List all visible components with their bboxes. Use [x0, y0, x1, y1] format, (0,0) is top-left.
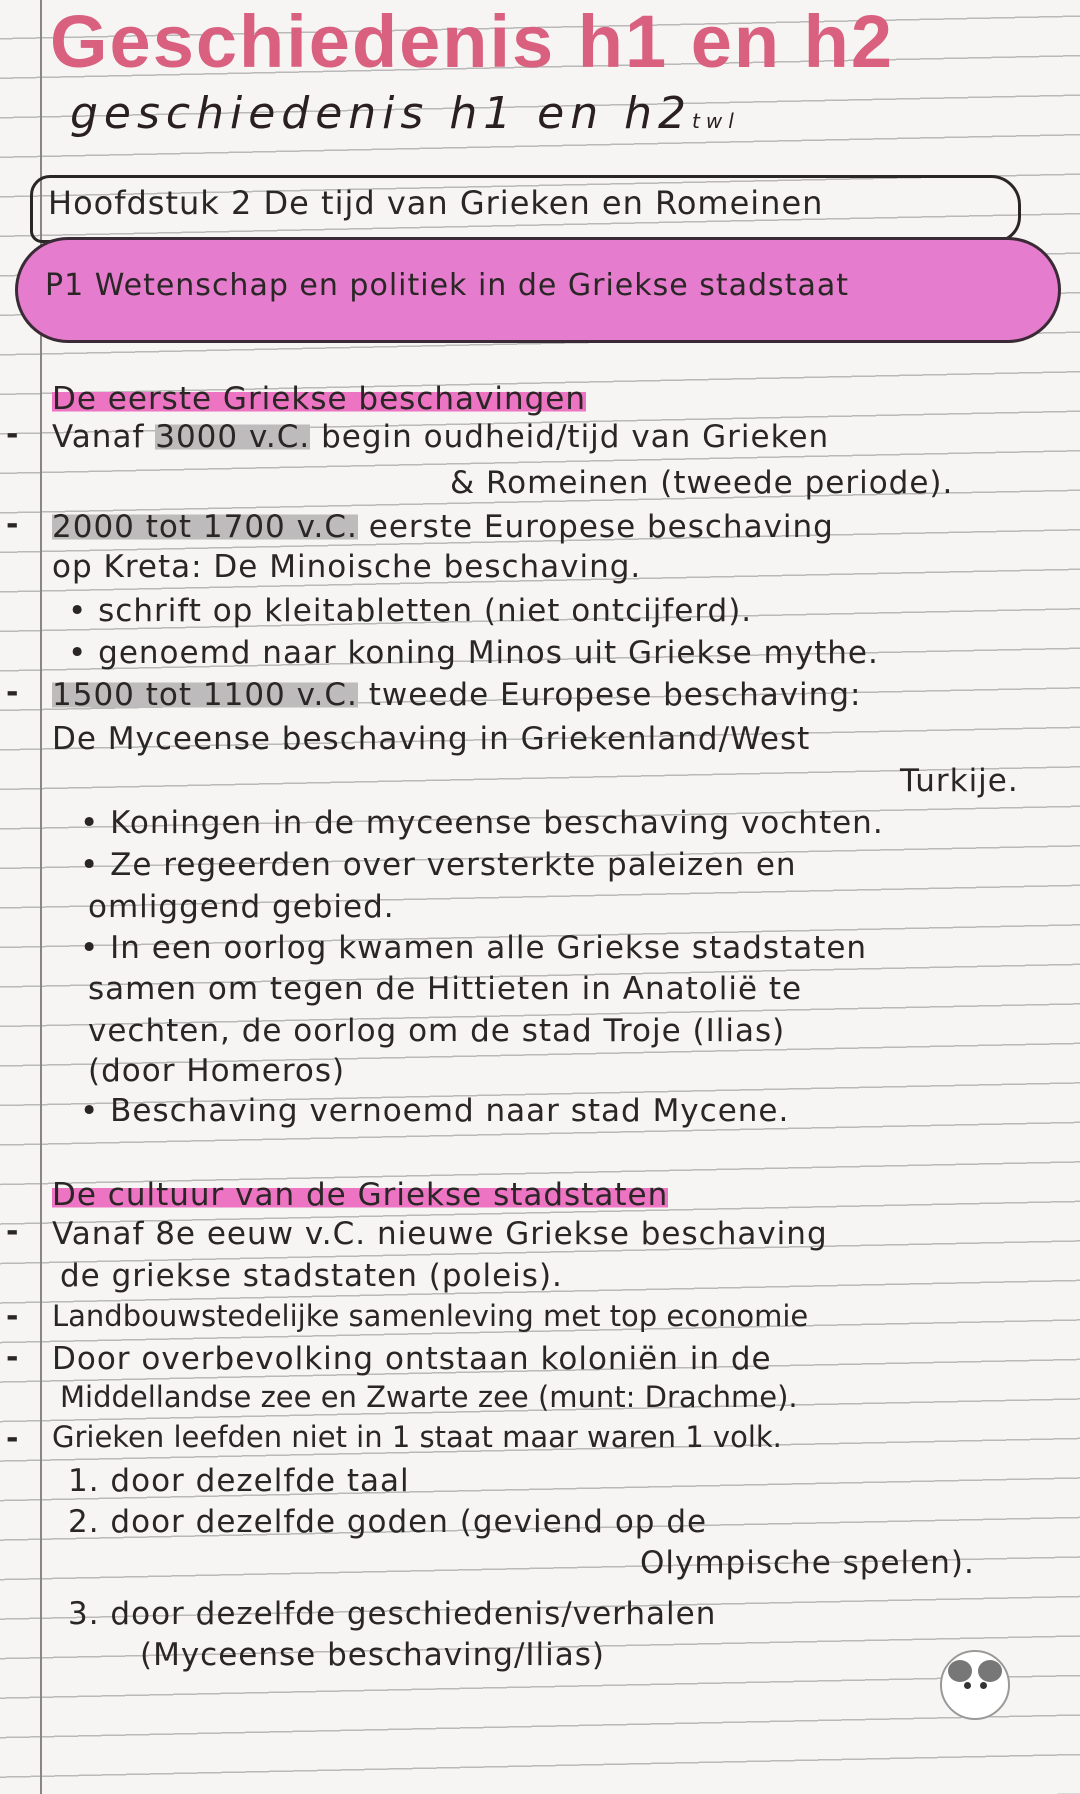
dash-bullet: - — [6, 417, 19, 452]
note-line: 3. door dezelfde geschiedenis/verhalen — [68, 1596, 717, 1632]
note-line: • Koningen in de myceense beschaving vochten. — [80, 805, 884, 841]
note-line: 1. door dezelfde taal — [68, 1463, 410, 1499]
dash-bullet: - — [6, 1299, 19, 1334]
note-line: • In een oorlog kwamen alle Griekse stadstaten — [80, 930, 868, 966]
note-line: 2. door dezelfde goden (geviend op de — [68, 1504, 708, 1540]
dash-bullet: - — [6, 1214, 19, 1249]
note-line: vechten, de oorlog om de stad Troje (Ilias) — [88, 1013, 786, 1049]
note-line: samen om tegen de Hittieten in Anatolië te — [88, 971, 803, 1007]
note-line: Olympische spelen). — [640, 1545, 975, 1581]
subtitle-suffix: twl — [692, 109, 740, 133]
note-line: 1500 tot 1100 v.C. tweede Europese beschaving: — [52, 677, 862, 713]
note-line: & Romeinen (tweede periode). — [450, 465, 954, 501]
note-line: omliggend gebied. — [88, 889, 395, 925]
note-line: de griekse stadstaten (poleis). — [60, 1258, 563, 1294]
note-line: 2000 tot 1700 v.C. eerste Europese beschaving — [52, 509, 834, 545]
dash-bullet: - — [6, 1421, 19, 1456]
note-line: Vanaf 8e eeuw v.C. nieuwe Griekse beschaving — [52, 1216, 828, 1252]
dash-bullet: - — [6, 675, 19, 710]
date-highlight: 2000 tot 1700 v.C. — [52, 509, 358, 545]
note-line: De Myceense beschaving in Griekenland/West — [52, 721, 811, 757]
note-line: • Ze regeerden over versterkte paleizen en — [80, 847, 797, 883]
note-line: Turkije. — [900, 763, 1019, 799]
note-line: Vanaf 3000 v.C. begin oudheid/tijd van Grieken — [52, 419, 830, 455]
section-heading: De cultuur van de Griekse stadstaten — [52, 1177, 669, 1213]
note-line: Middellandse zee en Zwarte zee (munt: Drachme). — [60, 1380, 798, 1414]
dash-bullet: - — [6, 1340, 19, 1375]
note-line: (door Homeros) — [88, 1053, 346, 1089]
dash-bullet: - — [6, 507, 19, 542]
section-heading: De eerste Griekse beschavingen — [52, 381, 586, 417]
note-line: • Beschaving vernoemd naar stad Mycene. — [80, 1093, 790, 1129]
note-line: Grieken leefden niet in 1 staat maar waren 1 volk. — [52, 1420, 782, 1454]
page-subtitle — [70, 88, 740, 147]
page-title: Geschiedenis h1 en h2 — [50, 0, 894, 83]
note-line: (Myceense beschaving/Ilias) — [140, 1637, 606, 1673]
paragraph-title: P1 Wetenschap en politiek in de Griekse stadstaat — [45, 268, 849, 303]
date-highlight: 1500 tot 1100 v.C. — [52, 677, 358, 713]
note-line: • genoemd naar koning Minos uit Griekse mythe. — [68, 635, 879, 671]
chapter-title: Hoofdstuk 2 De tijd van Grieken en Romeinen — [48, 184, 824, 222]
cat-sticker-icon — [940, 1650, 1010, 1720]
note-line: Door overbevolking ontstaan koloniën in de — [52, 1341, 772, 1377]
note-line: Landbouwstedelijke samenleving met top economie — [52, 1299, 809, 1333]
subtitle-text: geschiedenis h1 en h2 — [70, 88, 693, 139]
date-highlight: 3000 v.C. — [155, 419, 311, 455]
note-line: • schrift op kleitabletten (niet ontcijferd). — [68, 593, 753, 629]
note-line: op Kreta: De Minoische beschaving. — [52, 549, 642, 585]
